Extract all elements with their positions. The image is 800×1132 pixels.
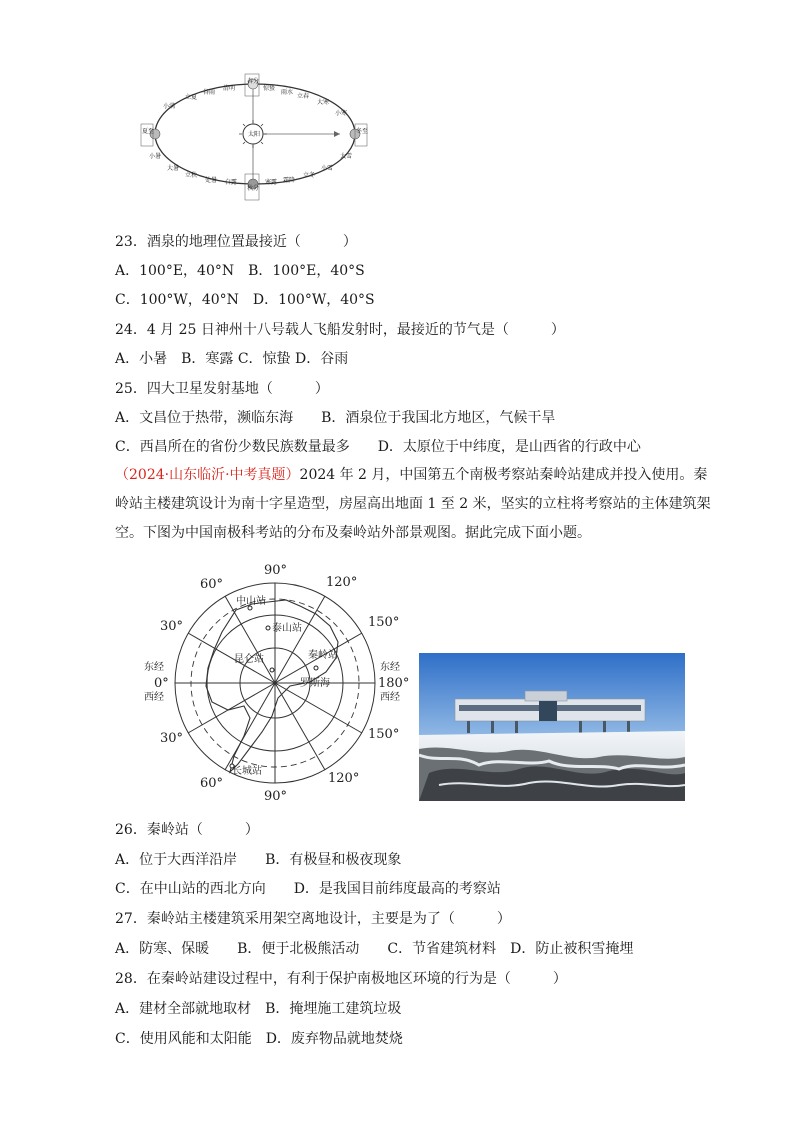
station-changcheng: 长城站 xyxy=(232,766,262,777)
sun-label: 太阳 xyxy=(248,131,261,138)
question-27-stem: 27．秦岭站主楼建筑采用架空离地设计，主要是为了（ ） xyxy=(115,911,511,927)
question-23-stem: 23．酒泉的地理位置最接近（ ） xyxy=(115,234,357,250)
orbit-term: 立春 xyxy=(297,93,310,100)
east-longitude-label-right: 东经 xyxy=(380,662,400,673)
orbit-term: 谷雨 xyxy=(203,89,216,96)
orbit-term: 惊蛰 xyxy=(263,85,276,92)
orbit-term: 大暑 xyxy=(167,165,180,172)
station-taishan: 泰山站 xyxy=(272,623,302,634)
orbit-term: 小雪 xyxy=(321,165,334,172)
longitude-label: 60° xyxy=(200,776,224,791)
orbit-term: 立冬 xyxy=(303,172,316,179)
orbit-term: 秋分 xyxy=(247,185,260,192)
question-25-options-ab: A．文昌位于热带，濒临东海 B．酒泉位于我国北方地区，气候干旱 xyxy=(115,410,556,426)
orbit-term: 夏至 xyxy=(142,128,155,135)
longitude-label: 0° xyxy=(154,676,169,691)
orbit-term: 小满 xyxy=(163,103,176,110)
question-24-options: A．小暑 B．寒露 C．惊蛰 D．谷雨 xyxy=(115,351,349,367)
longitude-label: 30° xyxy=(160,619,184,634)
question-26-options-ab: A．位于大西洋沿岸 B．有极昼和极夜现象 xyxy=(115,852,402,868)
orbit-term: 冬至 xyxy=(356,128,369,135)
qinling-station-photo xyxy=(419,653,685,801)
west-longitude-label: 西经 xyxy=(144,692,164,703)
longitude-label: 150° xyxy=(368,727,400,742)
passage-source: （2024·山东临沂·中考真题） xyxy=(115,467,300,483)
orbit-term: 寒露 xyxy=(265,179,278,186)
orbit-term: 处暑 xyxy=(205,177,218,184)
orbit-term: 立秋 xyxy=(185,172,198,179)
station-kunlun: 昆仑站 xyxy=(234,654,264,665)
question-25-options-cd: C．西昌所在的省份少数民族数量最多 D．太原位于中纬度，是山西省的行政中心 xyxy=(115,439,641,455)
orbit-term: 小寒 xyxy=(335,110,348,117)
question-23-options-cd: C．100°W，40°N D．100°W，40°S xyxy=(115,292,375,308)
longitude-label: 120° xyxy=(326,575,358,590)
west-longitude-label-right: 西经 xyxy=(380,692,400,703)
longitude-label: 90° xyxy=(264,563,288,578)
orbit-term: 清明 xyxy=(223,85,236,92)
question-23-options-ab: A．100°E，40°N B．100°E，40°S xyxy=(115,263,365,279)
orbit-term: 雨水 xyxy=(281,89,294,96)
longitude-label: 150° xyxy=(368,615,400,630)
orbit-term: 霜降 xyxy=(283,177,296,184)
ross-sea-label: 罗斯海 xyxy=(300,678,330,689)
question-25-stem: 25．四大卫星发射基地（ ） xyxy=(115,381,329,397)
question-24-stem: 24．4 月 25 日神州十八号载人飞船发射时，最接近的节气是（ ） xyxy=(115,322,565,338)
longitude-label: 120° xyxy=(328,771,360,786)
reading-passage xyxy=(115,461,715,548)
question-28-options-ab: A．建材全部就地取材 B．掩埋施工建筑垃圾 xyxy=(115,1001,402,1017)
longitude-label: 30° xyxy=(160,731,184,746)
orbit-term: 春分 xyxy=(247,78,260,85)
question-27-options: A．防寒、保暖 B．便于北极熊活动 C．节省建筑材料 D．防止被积雪掩埋 xyxy=(115,941,634,957)
longitude-label: 180° xyxy=(378,676,410,691)
earth-orbit-solar-terms-diagram xyxy=(135,70,375,205)
east-longitude-label: 东经 xyxy=(144,662,164,673)
question-28-stem: 28．在秦岭站建设过程中，有利于保护南极地区环境的行为是（ ） xyxy=(115,971,567,987)
orbit-term: 立夏 xyxy=(185,94,198,101)
passage-text: 2024 年 2 月，中国第五个南极考察站秦岭站建成并投入使用。秦岭站主楼建筑设计为南十字星造型，房屋高出地面 1 至 2 米，坚实的立柱将考察站的主体建筑架空。下图为中国南极科考站的分布及秦岭站外部景观图。据此完成下面小题。 xyxy=(115,467,711,541)
orbit-term: 大雪 xyxy=(340,153,353,160)
question-26-stem: 26．秦岭站（ ） xyxy=(115,822,259,838)
question-26-options-cd: C．在中山站的西北方向 D．是我国目前纬度最高的考察站 xyxy=(115,881,501,897)
station-qinling: 秦岭站 xyxy=(308,650,338,661)
orbit-term: 白露 xyxy=(225,179,238,186)
longitude-label: 90° xyxy=(264,789,288,804)
longitude-label: 60° xyxy=(200,577,224,592)
orbit-term: 小暑 xyxy=(149,153,162,160)
antarctic-stations-map xyxy=(140,560,410,806)
question-28-options-cd: C．使用风能和太阳能 D．废弃物品就地焚烧 xyxy=(115,1031,403,1047)
station-zhongshan: 中山站 xyxy=(236,596,266,607)
orbit-term: 大寒 xyxy=(317,99,330,106)
